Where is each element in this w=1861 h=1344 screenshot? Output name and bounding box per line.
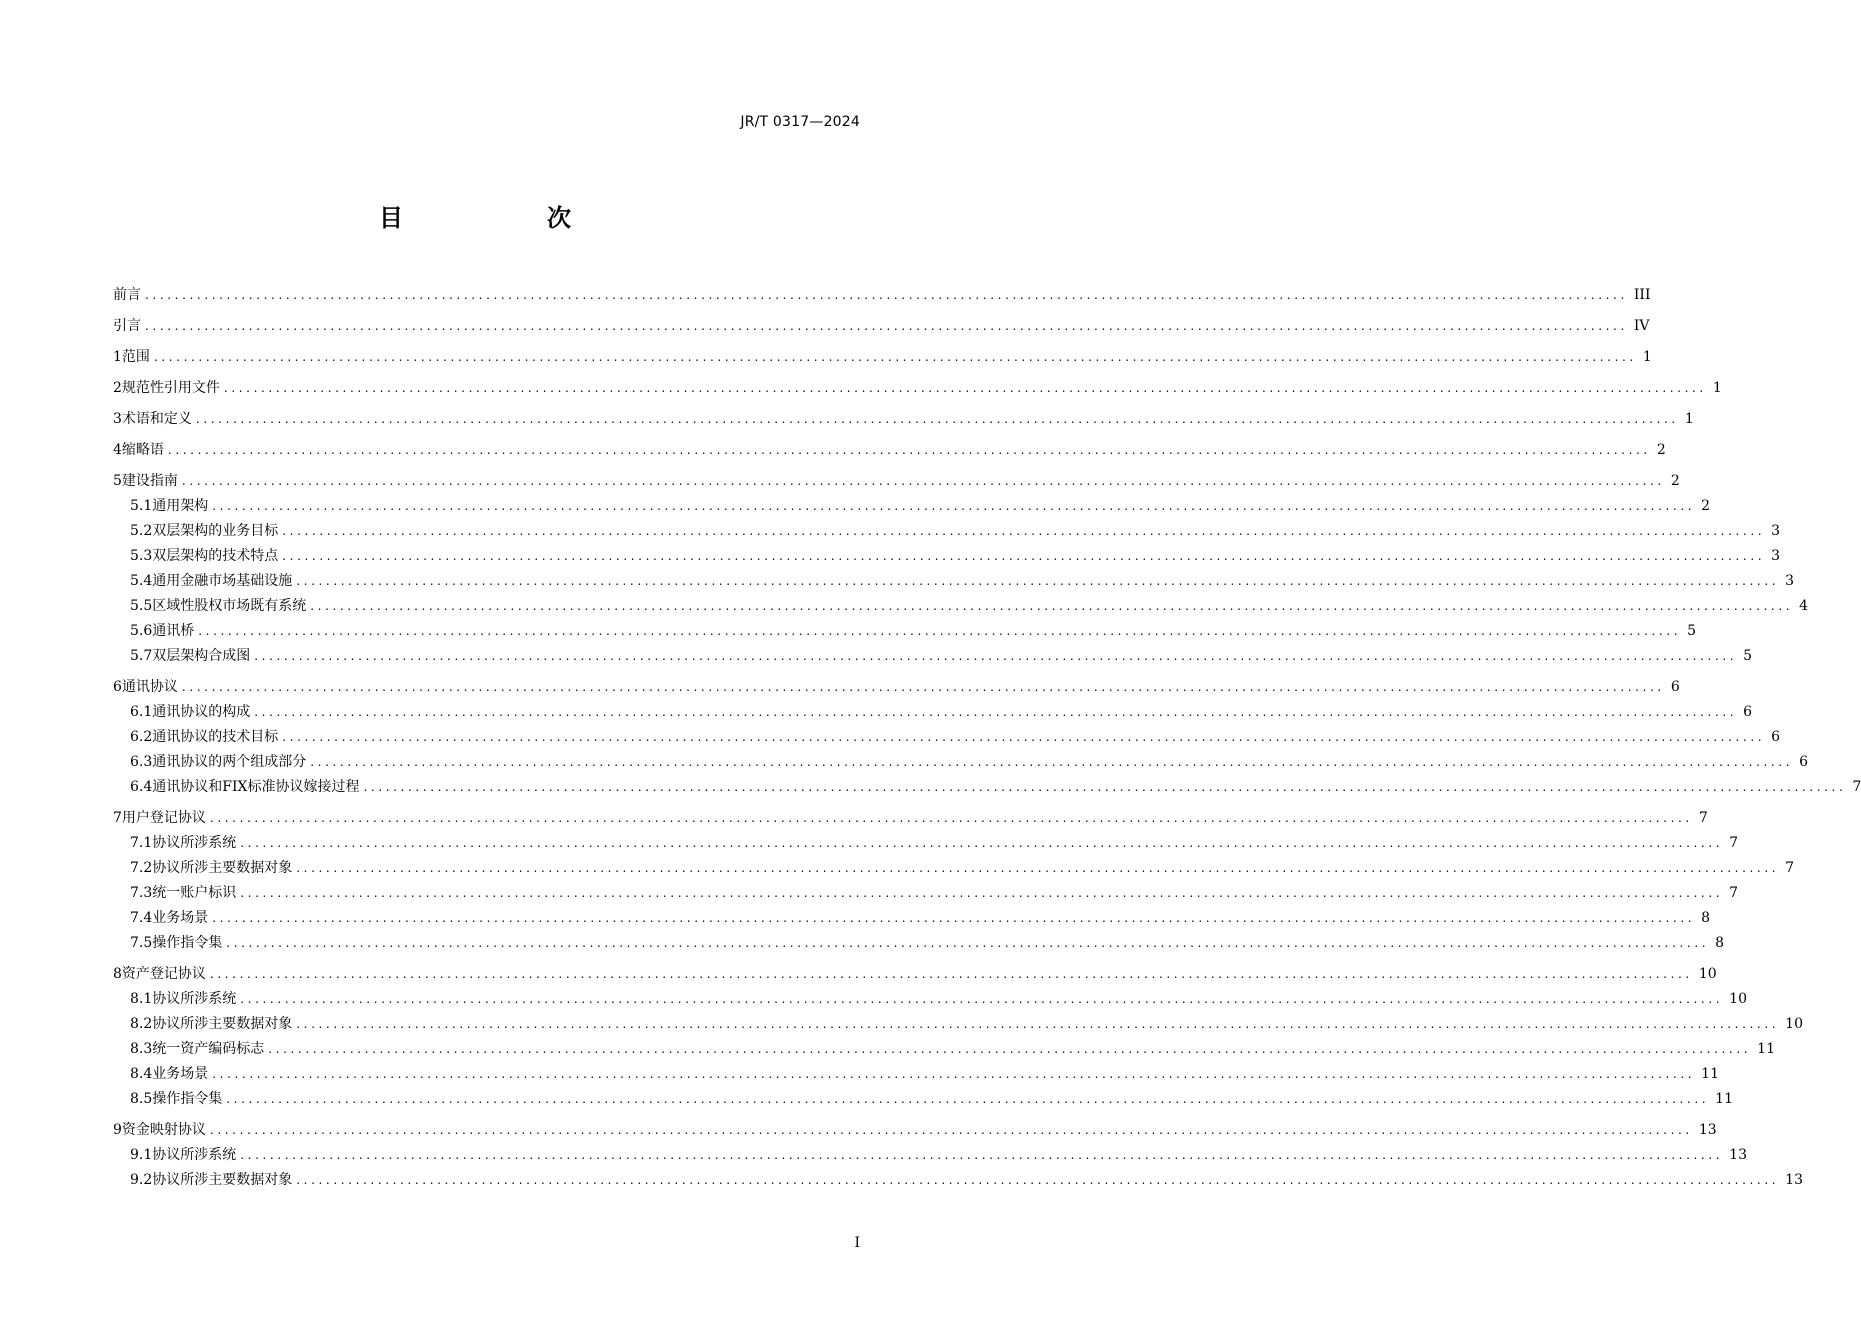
- toc-entry-label: 通讯协议和FIX标准协议嫁接过程: [152, 779, 360, 795]
- dot-leader: ........................................................................................................................................................................................................: [240, 1148, 1724, 1162]
- toc-entry-number: 7: [113, 810, 122, 826]
- toc-entry-number: 4: [113, 442, 122, 458]
- toc-entry-page: 5: [1687, 623, 1697, 639]
- toc-entry[interactable]: [113, 1168, 1803, 1193]
- toc-entry-label: 统一资产编码标志: [152, 1041, 265, 1057]
- toc-entry-label: 规范性引用文件: [121, 380, 220, 396]
- toc-entry-number: 5.2: [130, 523, 153, 539]
- toc-entry-label: 引言: [113, 318, 141, 334]
- toc-entry-page: 1: [1642, 349, 1652, 365]
- toc-entry-label: 协议所涉系统: [152, 835, 237, 851]
- dot-leader: ........................................................................................................................................................................................................: [254, 649, 1738, 663]
- toc-entry-number: 1: [113, 349, 122, 365]
- dot-leader: ........................................................................................................................................................................................................: [195, 412, 1679, 426]
- toc-entry[interactable]: [113, 314, 1650, 339]
- dot-leader: ........................................................................................................................................................................................................: [310, 755, 1794, 769]
- toc-entry-number: 6.1: [130, 704, 153, 720]
- toc-entry[interactable]: [113, 438, 1666, 463]
- toc-entry-page: 2: [1701, 498, 1711, 514]
- toc-entry-number: 9.2: [130, 1172, 153, 1188]
- toc-entry-page: 13: [1698, 1122, 1717, 1138]
- toc-entry-label: 通用架构: [152, 498, 209, 514]
- dot-leader: ........................................................................................................................................................................................................: [240, 992, 1724, 1006]
- toc-entry-page: 13: [1729, 1147, 1747, 1163]
- toc-entry-number: 5.3: [130, 548, 153, 564]
- toc-entry[interactable]: [113, 906, 1711, 931]
- toc-entry-label: 前言: [113, 287, 141, 303]
- standard-code: JR/T 0317—2024: [740, 114, 860, 130]
- toc-entry[interactable]: [113, 519, 1781, 544]
- toc-entry-page: 10: [1698, 966, 1717, 982]
- toc-entry[interactable]: [113, 700, 1753, 725]
- toc-entry-number: 7.3: [130, 885, 153, 901]
- toc-entry-page: 6: [1771, 729, 1781, 745]
- toc-entry-page: 3: [1785, 573, 1795, 589]
- toc-entry-label: 通讯协议: [121, 679, 178, 695]
- dot-leader: ........................................................................................................................................................................................................: [310, 599, 1794, 613]
- toc-entry[interactable]: [113, 1037, 1775, 1062]
- dot-leader: ........................................................................................................................................................................................................: [240, 836, 1724, 850]
- toc-entry-label: 范围: [121, 349, 150, 365]
- toc-entry[interactable]: [113, 644, 1753, 669]
- dot-leader: ........................................................................................................................................................................................................: [282, 730, 1766, 744]
- toc-entry-number: 8.2: [130, 1016, 153, 1032]
- toc-entry-page: 11: [1715, 1091, 1733, 1107]
- dot-leader: ........................................................................................................................................................................................................: [181, 680, 1665, 694]
- dot-leader: ........................................................................................................................................................................................................: [282, 549, 1766, 563]
- toc-entry-label: 双层架构的业务目标: [152, 523, 279, 539]
- dot-leader: ........................................................................................................................................................................................................: [240, 886, 1724, 900]
- dot-leader: ........................................................................................................................................................................................................: [145, 319, 1628, 333]
- toc-entry-number: 8.3: [130, 1041, 153, 1057]
- toc-entry-page: IV: [1633, 318, 1650, 334]
- dot-leader: ........................................................................................................................................................................................................: [153, 350, 1637, 364]
- toc-entry-page: 7: [1729, 835, 1739, 851]
- toc-entry-label: 建设指南: [121, 473, 178, 489]
- dot-leader: ........................................................................................................................................................................................................: [363, 780, 1847, 794]
- dot-leader: ........................................................................................................................................................................................................: [226, 936, 1710, 950]
- dot-leader: ........................................................................................................................................................................................................: [212, 911, 1696, 925]
- toc-entry-label: 双层架构的技术特点: [152, 548, 279, 564]
- toc-entry-label: 缩略语: [121, 442, 164, 458]
- toc-entry-label: 协议所涉主要数据对象: [152, 1172, 293, 1188]
- toc-entry-page: 2: [1656, 442, 1666, 458]
- toc-entry-number: 5: [113, 473, 122, 489]
- toc-entry-label: 协议所涉系统: [152, 1147, 237, 1163]
- toc-entry-label: 通用金融市场基础设施: [152, 573, 293, 589]
- page-title: 目 次: [379, 204, 631, 232]
- toc-entry-label: 业务场景: [152, 910, 209, 926]
- dot-leader: ........................................................................................................................................................................................................: [209, 811, 1693, 825]
- toc-entry-label: 区域性股权市场既有系统: [152, 598, 307, 614]
- toc-entry-number: 5.7: [130, 648, 153, 664]
- toc-entry-page: 7: [1729, 885, 1739, 901]
- toc-entry-number: 8.4: [130, 1066, 153, 1082]
- toc-entry[interactable]: [113, 407, 1694, 432]
- toc-entry[interactable]: [113, 831, 1739, 856]
- toc-entry-number: 7.5: [130, 935, 153, 951]
- toc-entry-page: 11: [1701, 1066, 1719, 1082]
- dot-leader: ........................................................................................................................................................................................................: [254, 705, 1738, 719]
- toc-entry-number: 9: [113, 1122, 122, 1138]
- toc-entry[interactable]: [113, 750, 1809, 775]
- toc-entry-page: 1: [1712, 380, 1722, 396]
- toc-entry-number: 5.4: [130, 573, 153, 589]
- toc-entry-page: 13: [1785, 1172, 1803, 1188]
- toc-entry-label: 业务场景: [152, 1066, 209, 1082]
- toc-entry[interactable]: [113, 594, 1809, 619]
- toc-entry-page: 5: [1743, 648, 1753, 664]
- toc-entry-number: 8.5: [130, 1091, 153, 1107]
- dot-leader: ........................................................................................................................................................................................................: [296, 1017, 1780, 1031]
- toc-entry[interactable]: [113, 345, 1652, 370]
- dot-leader: ........................................................................................................................................................................................................: [198, 624, 1682, 638]
- toc-entry-label: 术语和定义: [121, 411, 192, 427]
- toc-entry-page: 7: [1698, 810, 1708, 826]
- toc-entry-page: 8: [1701, 910, 1711, 926]
- toc-entry-number: 6.3: [130, 754, 153, 770]
- dot-leader: ........................................................................................................................................................................................................: [212, 1067, 1696, 1081]
- toc-entry-number: 7.2: [130, 860, 153, 876]
- toc-entry-number: 8: [113, 966, 122, 982]
- toc-entry-label: 通讯协议的技术目标: [152, 729, 279, 745]
- dot-leader: ........................................................................................................................................................................................................: [296, 574, 1780, 588]
- toc-entry-number: 8.1: [130, 991, 153, 1007]
- toc-entry-label: 统一账户标识: [152, 885, 237, 901]
- toc-entry-number: 9.1: [130, 1147, 153, 1163]
- dot-leader: ........................................................................................................................................................................................................: [145, 288, 1628, 302]
- dot-leader: ........................................................................................................................................................................................................: [167, 443, 1651, 457]
- toc-entry[interactable]: [113, 376, 1722, 401]
- toc-entry-page: III: [1633, 287, 1651, 303]
- toc-entry-label: 资产登记协议: [121, 966, 206, 982]
- toc-entry-number: 3: [113, 411, 122, 427]
- dot-leader: ........................................................................................................................................................................................................: [296, 1173, 1780, 1187]
- toc-entry-number: 6.2: [130, 729, 153, 745]
- dot-leader: ........................................................................................................................................................................................................: [209, 1123, 1693, 1137]
- toc-entry-page: 10: [1729, 991, 1747, 1007]
- toc-entry[interactable]: [113, 962, 1717, 987]
- toc-entry[interactable]: [113, 544, 1781, 569]
- dot-leader: ........................................................................................................................................................................................................: [181, 474, 1665, 488]
- toc-entry-number: 5.5: [130, 598, 153, 614]
- toc-entry-page: 6: [1743, 704, 1753, 720]
- toc-entry[interactable]: [113, 1012, 1803, 1037]
- toc-entry[interactable]: [113, 283, 1651, 308]
- toc-entry-label: 资金映射协议: [121, 1122, 206, 1138]
- toc-entry-page: 6: [1799, 754, 1809, 770]
- toc-entry[interactable]: [113, 775, 1861, 800]
- toc-entry-label: 协议所涉主要数据对象: [152, 1016, 293, 1032]
- dot-leader: ........................................................................................................................................................................................................: [209, 967, 1693, 981]
- toc-entry-page: 7: [1785, 860, 1795, 876]
- toc-entry[interactable]: [113, 806, 1708, 831]
- dot-leader: ........................................................................................................................................................................................................: [282, 524, 1766, 538]
- toc-entry[interactable]: [113, 931, 1725, 956]
- toc-entry-page: 8: [1715, 935, 1725, 951]
- toc-entry[interactable]: [113, 881, 1739, 906]
- dot-leader: ........................................................................................................................................................................................................: [226, 1092, 1710, 1106]
- toc-entry[interactable]: [113, 569, 1795, 594]
- toc-entry-page: 3: [1771, 548, 1781, 564]
- toc-entry[interactable]: [113, 725, 1781, 750]
- toc-entry-label: 通讯协议的两个组成部分: [152, 754, 307, 770]
- toc-entry-number: 5.1: [130, 498, 153, 514]
- toc-entry-label: 操作指令集: [152, 935, 223, 951]
- toc-entry-label: 用户登记协议: [121, 810, 206, 826]
- toc-entry-page: 11: [1757, 1041, 1775, 1057]
- dot-leader: ........................................................................................................................................................................................................: [268, 1042, 1752, 1056]
- toc-entry-number: 6: [113, 679, 122, 695]
- toc-entry-number: 2: [113, 380, 122, 396]
- toc-entry-page: 3: [1771, 523, 1781, 539]
- toc-entry-number: 7.4: [130, 910, 153, 926]
- toc-entry-page: 4: [1799, 598, 1809, 614]
- toc-entry-label: 通讯桥: [152, 623, 195, 639]
- toc-entry[interactable]: [113, 1062, 1719, 1087]
- toc-entry-page: 6: [1670, 679, 1680, 695]
- dot-leader: ........................................................................................................................................................................................................: [212, 499, 1696, 513]
- toc-entry[interactable]: [113, 1118, 1717, 1143]
- page-number: I: [854, 1235, 860, 1251]
- dot-leader: ........................................................................................................................................................................................................: [296, 861, 1780, 875]
- toc-entry[interactable]: [113, 1143, 1747, 1168]
- toc-entry-number: 6.4: [130, 779, 153, 795]
- toc-entry-number: 7.1: [130, 835, 153, 851]
- toc-entry-page: 7: [1852, 779, 1861, 795]
- toc-entry[interactable]: [113, 1087, 1733, 1112]
- toc-entry[interactable]: [113, 469, 1680, 494]
- toc-entry-page: 10: [1785, 1016, 1803, 1032]
- toc-entry-label: 通讯协议的构成: [152, 704, 251, 720]
- toc-entry-label: 协议所涉系统: [152, 991, 237, 1007]
- dot-leader: ........................................................................................................................................................................................................: [223, 381, 1707, 395]
- toc-entry[interactable]: [113, 856, 1795, 881]
- toc-entry-page: 1: [1684, 411, 1694, 427]
- toc-entry-label: 双层架构合成图: [152, 648, 251, 664]
- toc-entry-label: 操作指令集: [152, 1091, 223, 1107]
- toc-entry[interactable]: [113, 987, 1747, 1012]
- toc-entry-number: 5.6: [130, 623, 153, 639]
- toc-entry[interactable]: [113, 494, 1711, 519]
- toc-entry-page: 2: [1670, 473, 1680, 489]
- toc-entry[interactable]: [113, 619, 1697, 644]
- toc-entry[interactable]: [113, 675, 1680, 700]
- table-of-contents: [113, 283, 1861, 1193]
- toc-entry-label: 协议所涉主要数据对象: [152, 860, 293, 876]
